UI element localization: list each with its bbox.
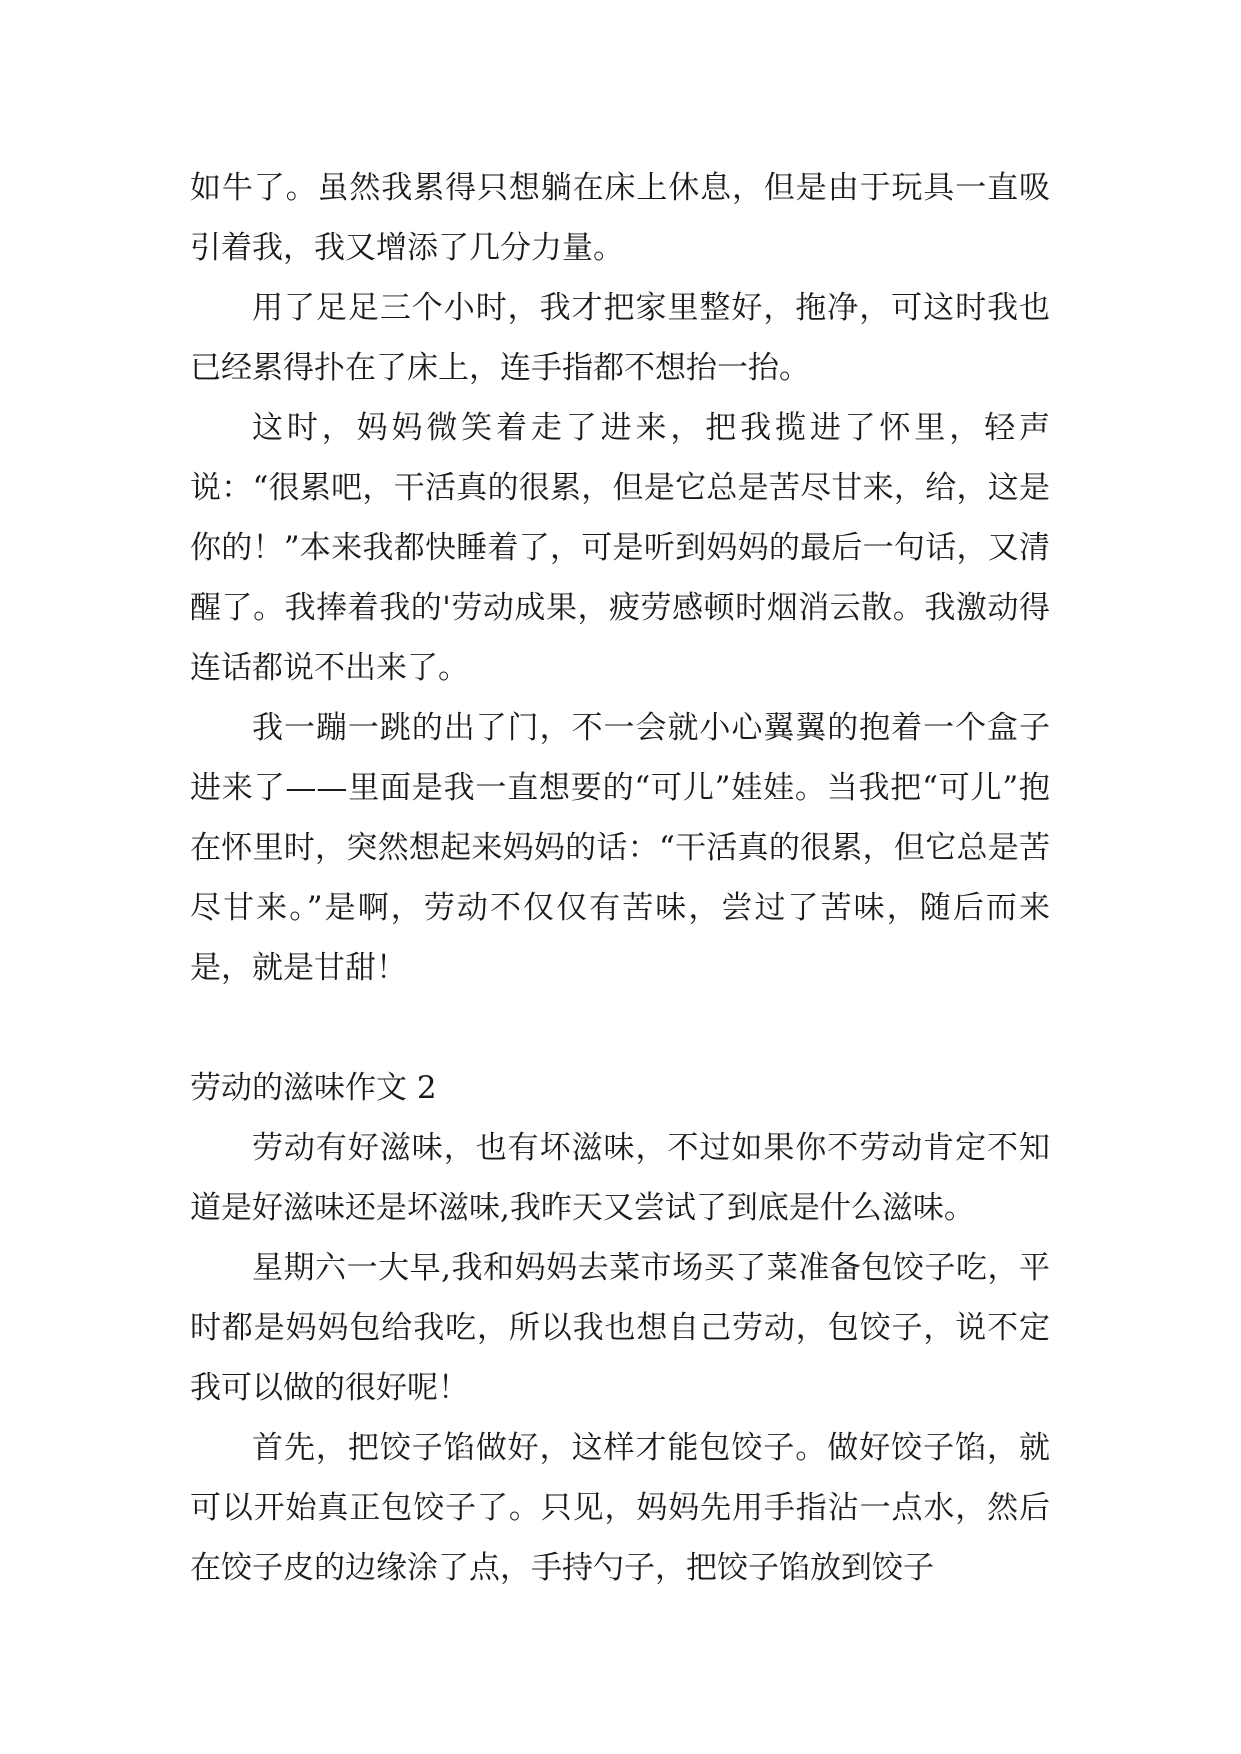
paragraph: 星期六一大早,我和妈妈去菜市场买了菜准备包饺子吃，平时都是妈妈包给我吃，所以我也想自己劳动，包饺子，说不定我可以做的很好呢！ xyxy=(190,1250,1050,1406)
section-title: 劳动的滋味作文 2 xyxy=(190,1070,437,1106)
document-body xyxy=(190,158,1050,1598)
paragraph: 我一蹦一跳的出了门，不一会就小心翼翼的抱着一个盒子进来了——里面是我一直想要的“可儿”娃娃。当我把“可儿”抱在怀里时，突然想起来妈妈的话：“干活真的很累，但它总是苦尽甘来。”是啊，劳动不仅仅有苦味，尝过了苦味，随后而来是，就是甘甜！ xyxy=(190,710,1050,986)
paragraph: 首先，把饺子馅做好，这样才能包饺子。做好饺子馅，就可以开始真正包饺子了。只见，妈妈先用手指沾一点水，然后在饺子皮的边缘涂了点，手持勺子，把饺子馅放到饺子 xyxy=(190,1430,1050,1586)
paragraph: 用了足足三个小时，我才把家里整好，拖净，可这时我也已经累得扑在了床上，连手指都不想抬一抬。 xyxy=(190,290,1050,386)
paragraph: 这时，妈妈微笑着走了进来，把我揽进了怀里，轻声说：“很累吧，干活真的很累，但是它总是苦尽甘来，给，这是你的！”本来我都快睡着了，可是听到妈妈的最后一句话，又清醒了。我捧着我的'劳动成果，疲劳感顿时烟消云散。我激动得连话都说不出来了。 xyxy=(190,410,1050,686)
paragraph-continued: 如牛了。虽然我累得只想躺在床上休息，但是由于玩具一直吸引着我，我又增添了几分力量。 xyxy=(190,170,1050,266)
paragraph: 劳动有好滋味，也有坏滋味，不过如果你不劳动肯定不知道是好滋味还是坏滋味,我昨天又尝试了到底是什么滋味。 xyxy=(190,1130,1050,1226)
